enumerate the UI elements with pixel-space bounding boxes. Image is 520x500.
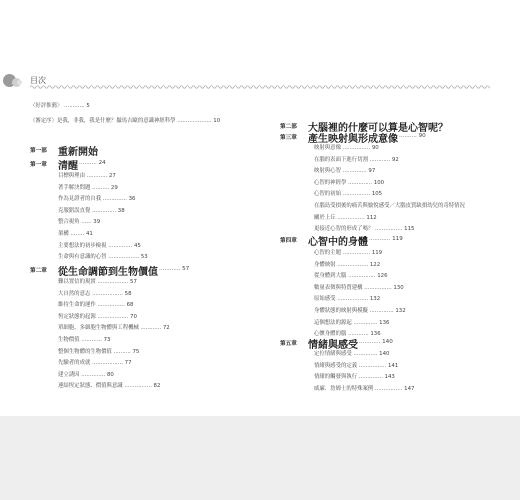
toc-entry-text: 大自然的意志 [58, 290, 91, 297]
toc-entry [314, 386, 414, 393]
toc-entry-text: 在腦的表面下進行切割 [314, 156, 368, 163]
dot-leader: .................. [335, 261, 370, 268]
toc-entry-page: 41 [85, 231, 93, 237]
toc-entry-page: 36 [128, 196, 136, 203]
dot-leader: ............ [369, 236, 393, 242]
chapter-title: 情緒與感受 [308, 340, 358, 351]
toc-entry-text: 作為見證者的自我 [58, 196, 102, 203]
toc-entry-text: 心智的初始 [314, 191, 341, 198]
chapter-page-number: 24 [98, 160, 106, 166]
toc-entry [314, 168, 375, 175]
chapter-title: 產生映射與形成意像 [308, 134, 398, 145]
toc-entry-text: 架構 [58, 231, 69, 237]
toc-entry [314, 145, 379, 152]
toc-entry-page: 70 [130, 313, 137, 320]
toc-entry-text: 連結恆定狀態、價值與意識 [58, 383, 123, 390]
dot-leader: ............ [79, 337, 104, 343]
dot-leader: .............. [351, 319, 380, 326]
toc-entry [58, 372, 114, 379]
part-title: 重新開始 [58, 147, 98, 158]
circle-decoration-icon [17, 80, 22, 85]
chapter-label: 第一章 [30, 162, 47, 168]
toc-entry [58, 254, 148, 261]
toc-entry-page: 72 [162, 325, 170, 332]
toc-entry-page: 97 [368, 168, 376, 175]
dot-leader: ................ [95, 302, 127, 309]
toc-entry-text: 映射與意像 [314, 145, 341, 151]
toc-entry-page: 136 [379, 319, 390, 326]
toc-entry-text: 從身體到大腦 [314, 273, 347, 280]
toc-entry [58, 208, 125, 215]
toc-entry-text: 原始感受 [314, 296, 336, 303]
toc-entry-text: 身體狀態的映射與模擬 [314, 308, 368, 314]
dot-leader: ...... [79, 219, 94, 226]
dot-leader: .......... [111, 348, 133, 355]
chapter-page [159, 266, 189, 272]
dot-leader: .......... [399, 133, 419, 139]
toc-entry-page: 92 [391, 156, 399, 163]
chapter-title: 清醒 [58, 161, 78, 172]
toc-entry [314, 320, 389, 327]
chapter-label: 第五章 [280, 341, 297, 347]
toc-entry [58, 185, 118, 192]
toc-entry-text: 目標與理由 [58, 173, 85, 179]
toc-entry [58, 196, 135, 203]
toc-entry-text: 〈審定序〉是我，非我，我是什麼？撮馬吉歐的意識神經科學 [30, 118, 176, 124]
toc-entry [314, 180, 384, 187]
toc-entry-page: 100 [373, 179, 385, 186]
chapter-page [399, 133, 426, 139]
toc-entry [314, 191, 382, 198]
dot-leader: ................ [373, 226, 405, 233]
toc-entry [58, 383, 160, 390]
toc-entry-page: 38 [117, 207, 125, 214]
dot-leader: .............. [90, 207, 118, 214]
toc-entry-page: 115 [404, 226, 415, 233]
dot-leader: ................ [122, 383, 154, 390]
toc-entry [58, 231, 93, 238]
dot-leader: ............ [346, 331, 371, 338]
toc-entry [314, 262, 380, 269]
chapter-page [369, 236, 403, 242]
dot-leader: .............. [346, 179, 374, 186]
toc-entry [58, 173, 116, 180]
toc-entry [58, 219, 100, 226]
chapter-page-number: 140 [382, 339, 393, 345]
toc-entry-text: 威廉．詹姆士的特殊案例 [314, 385, 374, 392]
toc-entry [30, 118, 220, 125]
toc-entry-text: 數量表徵與特質建構 [314, 284, 363, 291]
toc-entry-text: 更接近心智的形成了嗎？ [314, 226, 374, 233]
dot-leader: .................. [95, 279, 131, 285]
toc-entry-text: 生命與有意識的心智 [58, 254, 107, 261]
toc-entry-text: 〈好評推薦〉 [30, 103, 63, 109]
toc-entry-page: 112 [366, 214, 377, 221]
toc-entry [314, 374, 395, 381]
dot-leader: ........ [68, 231, 86, 237]
dot-leader: .............. [101, 196, 129, 203]
toc-entry-text: 單細胞、多細胞生物體與工程機械 [58, 325, 139, 332]
chapter-title: 心智中的身體 [308, 237, 368, 248]
toc-entry-text: 在腦島受損後的痛苦與愉悅感受／大腦皮質缺損幼兒的奇特情況 [314, 203, 465, 209]
toc-entry-text: 難以置信的現實 [58, 279, 96, 285]
toc-entry-text: 克服錯誤直覺 [58, 207, 91, 214]
dot-leader: .............. [106, 242, 134, 249]
toc-entry [314, 351, 389, 358]
dot-leader: ............ [359, 339, 383, 345]
toc-entry-page: 132 [369, 296, 381, 303]
dot-leader: .................. [90, 360, 125, 367]
toc-entry-page: 68 [126, 302, 134, 309]
toc-entry-text: 定位情緒與感受 [314, 351, 352, 357]
part-label: 第一部 [30, 148, 47, 154]
dot-leader: ................ [340, 191, 372, 198]
toc-entry-text: 情緒與感受的定義 [314, 362, 358, 369]
toc-entry-page: 58 [124, 290, 132, 297]
toc-entry [314, 157, 399, 164]
toc-entry-page: 132 [395, 308, 406, 314]
toc-entry-text: 建立誘因 [58, 371, 80, 378]
toc-entry-text: 這個想法的源起 [314, 319, 352, 326]
toc-entry-page: 90 [371, 145, 379, 151]
toc-entry [314, 215, 377, 222]
toc-entry [314, 285, 404, 292]
toc-entry [314, 296, 380, 303]
toc-entry-text: 心智的神經學 [314, 179, 347, 186]
toc-entry [58, 349, 139, 356]
toc-entry [58, 243, 141, 250]
toc-entry-page: 82 [153, 383, 161, 390]
toc-entry-text: 映射與心智 [314, 168, 341, 175]
toc-entry [314, 273, 388, 280]
toc-entry-text: 整個生物體的生物價值 [58, 348, 112, 355]
dot-leader: .............. [79, 371, 107, 378]
dot-leader: ............ [84, 173, 109, 179]
dot-leader: .......... [79, 160, 99, 166]
toc-entry-text: 維持生命的運作 [58, 302, 96, 309]
toc-entry [58, 302, 133, 309]
toc-entry [314, 363, 398, 370]
dot-leader: .................. [90, 290, 125, 297]
toc-entry-page: 143 [384, 374, 395, 381]
dot-leader: ................ [340, 250, 372, 256]
toc-entry-page: 122 [369, 261, 381, 268]
toc-entry-text: 心懷身體的腦 [314, 331, 347, 338]
toc-entry-page: 57 [130, 279, 137, 285]
toc-entry-text: 心智的主題 [314, 250, 341, 256]
dot-leader: .............. [357, 374, 385, 381]
toc-entry [314, 308, 406, 315]
toc-entry-text: 關於上丘 [314, 214, 336, 221]
chapter-page-number: 119 [392, 236, 403, 242]
toc-entry [314, 250, 382, 257]
toc-entry-page: 75 [132, 348, 140, 355]
toc-entry-page: 39 [93, 219, 101, 226]
toc-entry-page: 27 [108, 173, 116, 179]
dot-leader: ............ [138, 325, 163, 332]
toc-entry [58, 337, 110, 344]
toc-entry [58, 291, 132, 298]
toc-entry-page: 126 [377, 273, 388, 280]
toc-entry-text: 先驗者的成就 [58, 360, 91, 367]
toc-entry [58, 279, 137, 286]
toc-entry-page: 119 [371, 250, 383, 256]
toc-entry-text: 恆定狀態的起源 [58, 313, 96, 320]
toc-entry-page: 73 [103, 337, 111, 343]
toc-entry-page: 80 [107, 371, 114, 378]
page-bottom-margin [0, 416, 520, 500]
toc-entry-page: 10 [213, 118, 221, 124]
toc-entry-text: 整合視角 [58, 219, 80, 226]
dot-leader: ................ [335, 214, 367, 221]
chapter-page [79, 160, 106, 166]
dot-leader: .............. [340, 168, 369, 175]
dot-leader: .................... [175, 118, 214, 124]
dot-leader: ................ [340, 145, 372, 151]
chapter-title: 從生命調節到生物價值 [58, 267, 158, 278]
toc-entry-page: 147 [404, 385, 415, 392]
toc-entry-page: 105 [371, 191, 383, 198]
toc-entry-page: 140 [379, 351, 390, 357]
toc-entry-page: 53 [140, 254, 148, 261]
chapter-page [359, 339, 393, 345]
part-label: 第二部 [280, 124, 297, 130]
chapter-label: 第三章 [280, 135, 297, 141]
toc-entry-page: 130 [393, 284, 404, 291]
toc-entry-text: 主要想法的初步檢視 [58, 242, 107, 249]
toc-entry-page: 29 [110, 184, 118, 191]
toc-entry [58, 325, 170, 332]
dot-leader: ............ [159, 266, 183, 272]
toc-entry-page: 77 [124, 360, 132, 367]
chapter-label: 第四章 [280, 238, 297, 244]
dot-leader: ................ [346, 273, 378, 280]
part-title: 大腦裡的什麼可以算是心智呢？ [308, 123, 448, 134]
dot-leader: ............ [367, 156, 392, 163]
dot-leader: .............. [351, 351, 380, 357]
toc-entry-page: 141 [387, 362, 399, 369]
chapter-page-number: 90 [418, 133, 426, 139]
dot-leader: .................. [106, 254, 141, 261]
toc-entry [314, 203, 465, 210]
toc-entry-text: 情緒的觸發與執行 [314, 374, 358, 381]
toc-entry-text: 身體映射 [314, 261, 336, 268]
chapter-page-number: 57 [182, 266, 190, 272]
dot-leader: .................. [335, 296, 370, 303]
page-header-title: 目次 [30, 76, 46, 85]
dot-leader: ................ [357, 362, 388, 369]
toc-entry [58, 360, 132, 367]
toc-entry [58, 314, 137, 321]
dot-leader: .......... [90, 184, 111, 191]
toc-entry-text: 生物價值 [58, 337, 80, 343]
toc-entry-text: 著手解決問題 [58, 184, 91, 191]
toc-entry-page: 45 [133, 242, 141, 249]
dot-leader: .............. [367, 308, 396, 314]
toc-entry-page: 5 [86, 103, 90, 109]
wavy-divider [30, 84, 490, 90]
toc-entry-page: 136 [370, 331, 381, 338]
dot-leader: .................. [95, 313, 131, 320]
toc-entry [30, 103, 90, 110]
dot-leader: ................ [373, 385, 405, 392]
dot-leader: ............ [62, 103, 87, 109]
chapter-label: 第二章 [30, 268, 47, 274]
dot-leader: ................ [362, 284, 394, 291]
